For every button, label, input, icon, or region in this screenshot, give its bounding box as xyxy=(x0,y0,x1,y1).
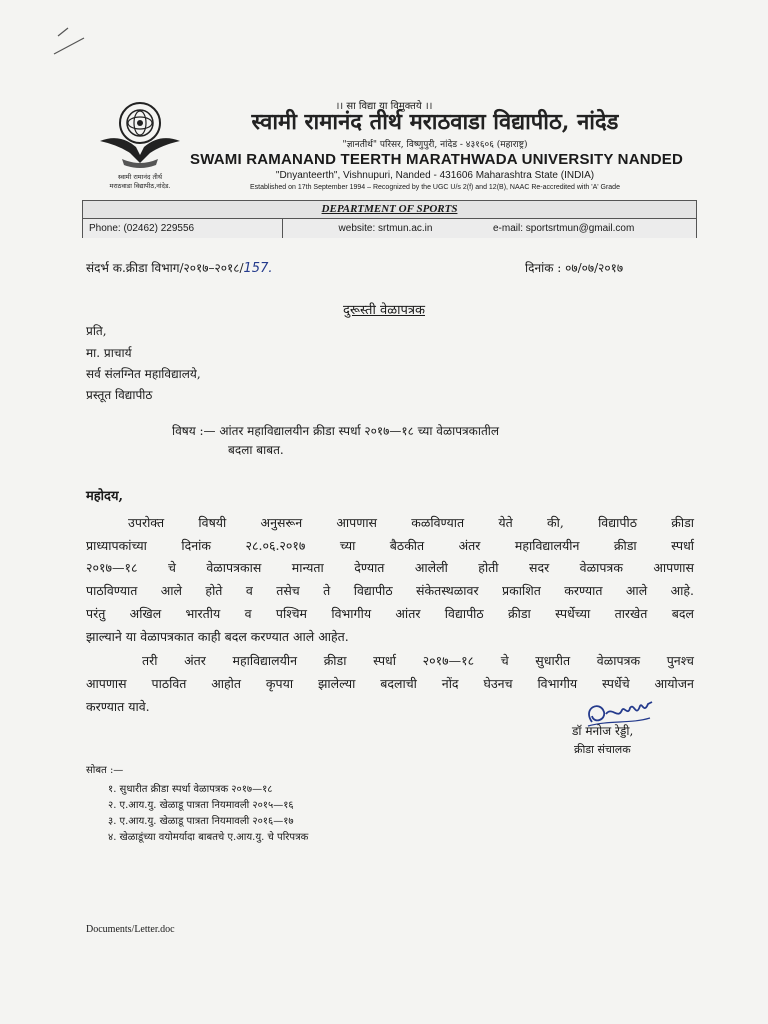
body-line: झाल्याने या वेळापत्रकात काही बदल करण्यात आले आहेत. xyxy=(86,629,349,644)
reference-line xyxy=(86,259,272,276)
addressee-line: प्रति, xyxy=(86,324,107,338)
enclosure-item: ४. खेळाडूंच्या वयोमर्यादा बाबतचे ए.आय.यु. चे परिपत्रक xyxy=(108,832,309,843)
department-website: website: srtmun.ac.in xyxy=(283,219,489,238)
department-email: e-mail: sportsrtmun@gmail.com xyxy=(488,219,696,238)
university-logo-icon xyxy=(96,93,184,193)
body-line: करण्यात यावे. xyxy=(86,699,150,714)
department-box xyxy=(82,200,697,238)
body-line: प्राध्यापकांच्या दिनांक २८.०६.२०१७ च्या बैठकीत अंतर महाविद्यालयीन क्रीडा स्पर्धा xyxy=(86,538,694,553)
university-name-marathi: स्वामी रामानंद तीर्थ मराठवाडा विद्यापीठ, नांदेड xyxy=(251,109,619,135)
department-title: DEPARTMENT OF SPORTS xyxy=(83,201,696,219)
university-address-marathi: "ज्ञानतीर्थ" परिसर, विष्णुपुरी, नांदेड - ४३१६०६ (महाराष्ट्र) xyxy=(342,140,528,150)
university-established: Established on 17th September 1994 – Recognized by the UGC U/s 2(f) and 12(B), NAAC Re-accredited with 'A' Grade xyxy=(250,184,620,191)
enclosure-item: १. सुधारीत क्रीडा स्पर्धा वेळापत्रक २०१७—१८ xyxy=(108,784,273,795)
subject-line: विषय :— आंतर महाविद्यालयीन क्रीडा स्पर्धा २०१७—१८ च्या वेळापत्रकातील xyxy=(172,424,500,438)
letter-date: दिनांक : ०७/०७/२०१७ xyxy=(525,261,624,275)
logo-caption-1: स्वामी रामानंद तीर्थ xyxy=(117,173,163,181)
body-line: उपरोक्त विषयी अनुसरून आपणास कळविण्यात येते की, विद्यापीठ क्रीडा xyxy=(128,515,694,530)
department-phone: Phone: (02462) 229556 xyxy=(83,219,283,238)
university-address-english: "Dnyanteerth", Vishnupuri, Nanded - 431606 Maharashtra State (INDIA) xyxy=(275,170,595,181)
enclosures-heading: सोबत :— xyxy=(86,765,124,776)
enclosure-item: २. ए.आय.यु. खेळाडू पात्रता नियमावली २०१५—१६ xyxy=(108,800,294,811)
addressee-line: मा. प्राचार्य xyxy=(86,346,132,360)
subject-line-continued: बदला बाबत. xyxy=(228,443,284,457)
university-motto: ।। सा विद्या या विमुक्तये ।। xyxy=(335,101,433,112)
addressee-line: सर्व संलग्नित महाविद्यालये, xyxy=(86,367,201,381)
body-line: आपणास पाठवित आहोत कृपया झालेल्या बदलाची नोंद घेउनच विभागीय स्पर्धेचे आयोजन xyxy=(86,676,694,691)
body-line: पाठविण्यात आले होते व तसेच ते विद्यापीठ संकेतस्थळावर प्रकाशित करण्यात आले आहे. xyxy=(86,583,694,598)
pen-mark-icon xyxy=(40,24,90,64)
signatory-name: डॉ मनोज रेड्डी, xyxy=(572,724,634,738)
reference-prefix: संदर्भ क.क्रीडा विभाग/२०१७–२०१८/ xyxy=(86,261,244,275)
document-title: दुरूस्ती वेळापत्रक xyxy=(343,303,425,318)
signatory-designation: क्रीडा संचालक xyxy=(574,743,631,756)
university-name-english: SWAMI RAMANAND TEERTH MARATHWADA UNIVERSITY NANDED xyxy=(190,151,684,168)
file-path-footer: Documents/Letter.doc xyxy=(86,924,175,935)
enclosure-item: ३. ए.आय.यु. खेळाडू पात्रता नियमावली २०१६—१७ xyxy=(108,816,294,827)
logo-caption-2: मराठवाडा विद्यापीठ,नांदेड. xyxy=(109,182,171,190)
body-line: तरी अंतर महाविद्यालयीन क्रीडा स्पर्धा २०१७—१८ चे सुधारीत वेळापत्रक पुनश्च xyxy=(142,653,694,668)
addressee-line: प्रस्तूत विद्यापीठ xyxy=(86,388,153,402)
body-line: परंतु अखिल भारतीय व पश्चिम विभागीय आंतर विद्यापीठ क्रीडा स्पर्धेच्या तारखेत बदल xyxy=(86,606,694,621)
body-line: २०१७—१८ चे वेळापत्रकास मान्यता देण्यात आलेली होती सदर वेळापत्रक आपणास xyxy=(86,560,694,575)
salutation: महोदय, xyxy=(86,489,124,504)
reference-number: 157. xyxy=(243,261,273,276)
